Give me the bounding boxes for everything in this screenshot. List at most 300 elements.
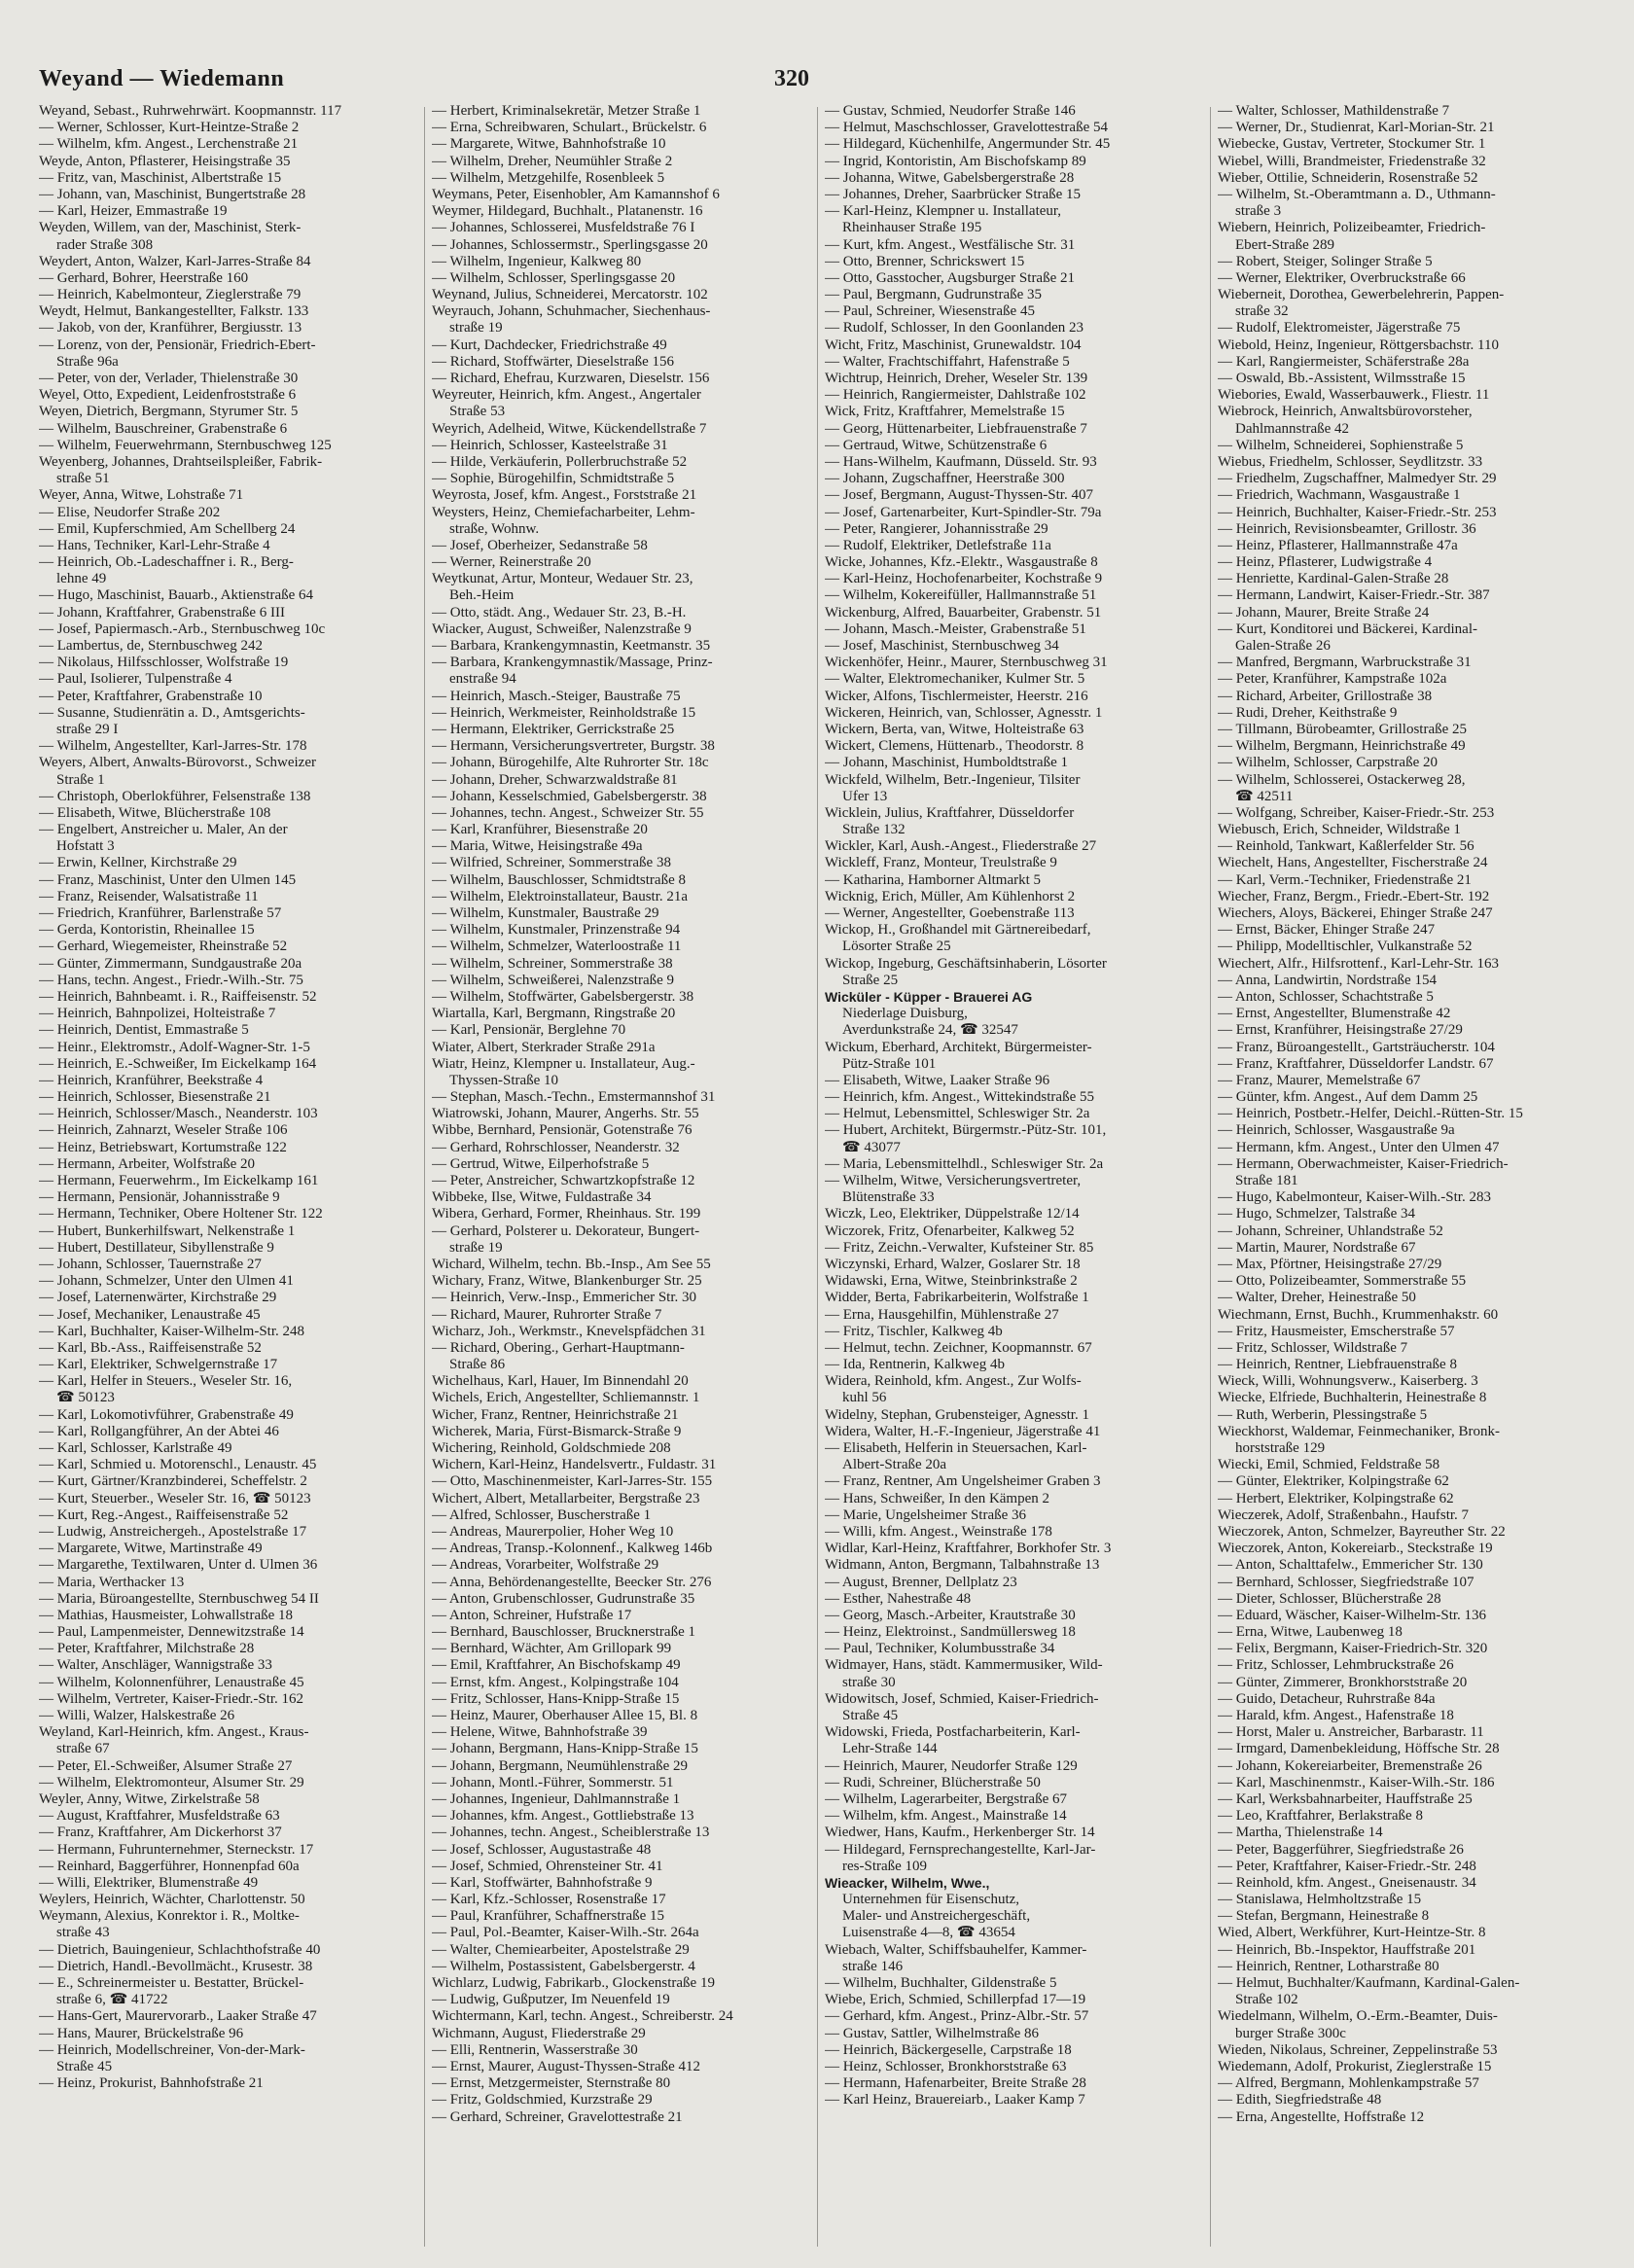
directory-entry: — Friedrich, Wachmann, Wasgaustraße 1 (1218, 487, 1461, 504)
directory-entry: — Heinrich, Bb.-Inspektor, Hauffstraße 201 (1218, 1941, 1476, 1958)
directory-entry: — Karl Heinz, Brauereiarb., Laaker Kamp 7 (825, 2092, 1085, 2109)
directory-entry: — Heinz, Maurer, Oberhauser Allee 15, Bl. 8 (432, 1708, 698, 1723)
directory-entry: — Heinrich, Werkmeister, Reinholdstraße 15 (432, 704, 696, 721)
directory-entry: Wickert, Clemens, Hüttenarb., Theodorstr. 8 (825, 738, 1084, 755)
directory-entry: — Walter, Elektromechaniker, Kulmer Str. 5 (825, 671, 1085, 688)
directory-entry: Wichtermann, Karl, techn. Angest., Schreiberstr. 24 (432, 2008, 733, 2025)
directory-entry: — Wilhelm, Kunstmaler, Prinzenstraße 94 (432, 922, 681, 939)
entry-continuation: straße 51 (56, 471, 110, 487)
directory-entry: Wichlarz, Ludwig, Fabrikarb., Glockenstraße 19 (432, 1975, 715, 1991)
directory-entry: — Herbert, Elektriker, Kolpingstraße 62 (1218, 1490, 1454, 1506)
directory-entry: — Josef, Bergmann, August-Thyssen-Str. 407 (825, 487, 1093, 504)
directory-entry: — Otto, Polizeibeamter, Sommerstraße 55 (1218, 1273, 1467, 1290)
directory-entry: Wiebories, Ewald, Wasserbauwerk., Fliestr. 11 (1218, 387, 1490, 404)
directory-entry: — Friedrich, Kranführer, Barlenstraße 57 (39, 905, 282, 921)
directory-entry: — Karl, Pensionär, Berglehne 70 (432, 1022, 626, 1039)
directory-entry: — Wilhelm, kfm. Angest., Lerchenstraße 21 (39, 136, 299, 153)
directory-entry: Wiacker, August, Schweißer, Nalenzstraße 9 (432, 620, 692, 637)
directory-entry: — Otto, Maschinenmeister, Karl-Jarres-Str. 155 (432, 1473, 713, 1490)
directory-entry: Wieck, Willi, Wohnungsverw., Kaiserberg. 3 (1218, 1373, 1478, 1390)
directory-entry: — Wilhelm, Elektroinstallateur, Baustr. 21a (432, 888, 689, 904)
directory-entry: — Heinrich, Bahnbeamt. i. R., Raiffeisenstr. 52 (39, 988, 317, 1005)
directory-entry: — Richard, Ehefrau, Kurzwaren, Dieselstr. 156 (432, 371, 710, 386)
directory-entry: — Josef, Papiermasch.-Arb., Sternbuschweg 10c (39, 620, 326, 637)
directory-entry: Wiebern, Heinrich, Polizeibeamter, Friedrich- (1218, 220, 1486, 236)
directory-entry: — Heinz, Pflasterer, Hallmannstraße 47a (1218, 537, 1458, 553)
entry-continuation: kuhl 56 (842, 1390, 887, 1406)
directory-entry: Weyers, Albert, Anwalts-Bürovorst., Schweizer (39, 755, 316, 771)
directory-entry: Wichmann, August, Fliederstraße 29 (432, 2025, 646, 2041)
directory-entry: — Heinrich, Buchhalter, Kaiser-Friedr.-Str. 253 (1218, 504, 1497, 520)
directory-entry: — Johannes, Schlosserei, Musfeldstraße 76 I (432, 220, 695, 236)
directory-entry: — Helmut, Buchhalter/Kaufmann, Kardinal-Galen- (1218, 1975, 1520, 1991)
directory-entry: — Max, Pförtner, Heisingstraße 27/29 (1218, 1256, 1442, 1272)
directory-entry: Widelny, Stephan, Grubensteiger, Agnesstr. 1 (825, 1406, 1089, 1423)
directory-entry: — Stephan, Masch.-Techn., Emstermannshof 31 (432, 1089, 716, 1106)
directory-entry: — Karl, Werksbahnarbeiter, Hauffstraße 25 (1218, 1790, 1473, 1807)
directory-entry: Wickler, Karl, Aush.-Angest., Fliederstraße 27 (825, 838, 1097, 855)
directory-entry: — Werner, Schlosser, Kurt-Heintze-Straße 2 (39, 120, 300, 136)
directory-entry: — Wilhelm, kfm. Angest., Mainstraße 14 (825, 1808, 1067, 1825)
directory-entry: — Reinhard, Baggerführer, Honnenpfad 60a (39, 1858, 300, 1874)
directory-entry: — Heinrich, Verw.-Insp., Emmericher Str. 30 (432, 1290, 697, 1306)
directory-entry: — Franz, Büroangestellt., Gartsträucherstr. 104 (1218, 1039, 1495, 1055)
page-number: 320 (774, 66, 809, 91)
directory-entry: Wickop, Ingeburg, Geschäftsinhaberin, Lösorter (825, 955, 1107, 972)
directory-entry: — Emil, Kupferschmied, Am Schellberg 24 (39, 520, 296, 537)
directory-entry: Wiartalla, Karl, Bergmann, Ringstraße 20 (432, 1006, 676, 1022)
directory-entry: — Karl-Heinz, Klempner u. Installateur, (825, 203, 1062, 220)
directory-entry: Widowski, Frieda, Postfacharbeiterin, Karl- (825, 1724, 1081, 1741)
directory-entry: — Hans, techn. Angest., Friedr.-Wilh.-Str. 75 (39, 972, 303, 988)
column-1 (39, 103, 412, 2252)
directory-entry: — Irmgard, Damenbekleidung, Höffsche Str. 28 (1218, 1741, 1500, 1757)
directory-entry: — Paul, Kranführer, Schaffnerstraße 15 (432, 1908, 665, 1925)
entry-continuation: Luisenstraße 4—8, ☎ 43654 (842, 1925, 1015, 1941)
directory-entry: — Johann, Kokereiarbeiter, Bremenstraße 26 (1218, 1757, 1482, 1774)
directory-entry: — Richard, Maurer, Ruhrorter Straße 7 (432, 1306, 662, 1323)
entry-continuation: Straße 181 (1235, 1173, 1298, 1188)
directory-entry: — Hans, Techniker, Karl-Lehr-Straße 4 (39, 537, 270, 553)
directory-entry: Wichering, Reinhold, Goldschmiede 208 (432, 1440, 671, 1456)
directory-entry: — Wilhelm, Ingenieur, Kalkweg 80 (432, 253, 642, 269)
directory-entry: — Karl, Bb.-Ass., Raiffeisenstraße 52 (39, 1339, 262, 1356)
directory-entry: — Anna, Behördenangestellte, Beecker Str. 276 (432, 1574, 712, 1590)
entry-continuation: straße 32 (1235, 303, 1289, 320)
directory-entry: — Kurt, Steuerber., Weseler Str. 16, ☎ 50123 (39, 1490, 311, 1506)
directory-entry: — Heinrich, Zahnarzt, Weseler Straße 106 (39, 1122, 288, 1139)
directory-entry: — Gerda, Kontoristin, Rheinallee 15 (39, 922, 255, 939)
directory-entry: — Elisabeth, Witwe, Laaker Straße 96 (825, 1072, 1050, 1088)
directory-entry: — Franz, Reisender, Walsatistraße 11 (39, 888, 259, 904)
directory-entry: Wiedwer, Hans, Kaufm., Herkenberger Str. 14 (825, 1825, 1095, 1841)
directory-entry: — Susanne, Studienrätin a. D., Amtsgerichts- (39, 704, 305, 721)
directory-entry: Wicklein, Julius, Kraftfahrer, Düsseldorfer (825, 804, 1075, 821)
directory-entry: — Johann, Bürogehilfe, Alte Ruhrorter Str. 18c (432, 755, 709, 771)
directory-entry: — Kurt, Konditorei und Bäckerei, Kardinal- (1218, 620, 1478, 637)
directory-entry: Weyel, Otto, Expedient, Leidenfroststraße 6 (39, 387, 297, 404)
directory-entry: — Günter, Elektriker, Kolpingstraße 62 (1218, 1473, 1449, 1490)
directory-entry: — Gerhard, Schreiner, Gravelottestraße 21 (432, 2109, 683, 2125)
directory-entry: Wick, Fritz, Kraftfahrer, Memelstraße 15 (825, 404, 1065, 420)
directory-entry: — Harald, kfm. Angest., Hafenstraße 18 (1218, 1708, 1454, 1723)
entry-continuation: lehne 49 (56, 571, 107, 587)
directory-entry: Weydt, Helmut, Bankangestellter, Falkstr. 133 (39, 303, 309, 320)
entry-continuation: Straße 45 (842, 1708, 899, 1723)
directory-entry: — Christoph, Oberlokführer, Felsenstraße 138 (39, 788, 311, 804)
directory-entry: — Ludwig, Anstreichergeh., Apostelstraße 17 (39, 1523, 307, 1540)
directory-entry: Wichtrup, Heinrich, Dreher, Weseler Str. 139 (825, 371, 1088, 386)
directory-entry: Wickop, H., Großhandel mit Gärtnereibedarf, (825, 922, 1091, 939)
directory-entry: — Peter, Baggerführer, Siegfriedstraße 26 (1218, 1841, 1464, 1858)
entry-continuation: Beh.-Heim (449, 587, 515, 604)
directory-entry: Weyrosta, Josef, kfm. Angest., Forststraße 21 (432, 487, 697, 504)
directory-entry: — Walter, Schlosser, Mathildenstraße 7 (1218, 103, 1450, 119)
directory-entry: Weyenberg, Johannes, Drahtseilspleißer, Fabrik- (39, 453, 323, 470)
directory-entry: — Wilhelm, Lagerarbeiter, Bergstraße 67 (825, 1790, 1067, 1807)
directory-entry: — Johann, Masch.-Meister, Grabenstraße 51 (825, 620, 1086, 637)
directory-entry: — Johannes, kfm. Angest., Gottliebstraße 13 (432, 1808, 694, 1825)
directory-entry: — Rudi, Dreher, Keithstraße 9 (1218, 704, 1398, 721)
entry-continuation: straße 29 I (56, 721, 119, 737)
directory-entry: — Werner, Angestellter, Goebenstraße 113 (825, 905, 1075, 921)
directory-entry: — Karl, Kfz.-Schlosser, Rosenstraße 17 (432, 1892, 666, 1908)
directory-entry: — Nikolaus, Hilfsschlosser, Wolfstraße 19 (39, 655, 289, 671)
directory-entry: Wickleff, Franz, Monteur, Treulstraße 9 (825, 855, 1057, 871)
directory-entry: — Gerhard, Bohrer, Heerstraße 160 (39, 269, 249, 286)
entry-continuation: straße 43 (56, 1925, 110, 1941)
directory-entry: Wiecke, Elfriede, Buchhalterin, Heinestraße 8 (1218, 1390, 1487, 1406)
directory-entry: — Engelbert, Anstreicher u. Maler, An der (39, 822, 288, 838)
directory-entry: Wieber, Ottilie, Schneiderin, Rosenstraße 52 (1218, 169, 1478, 186)
directory-entry: — Karl, Lokomotivführer, Grabenstraße 49 (39, 1406, 294, 1423)
directory-entry: — Alfred, Schlosser, Buscherstraße 1 (432, 1506, 652, 1523)
directory-entry: — Martha, Thielenstraße 14 (1218, 1825, 1383, 1841)
entry-continuation: enstraße 94 (449, 671, 516, 688)
entry-continuation: straße 3 (1235, 203, 1282, 220)
directory-entry: Widmayer, Hans, städt. Kammermusiker, Wild- (825, 1657, 1103, 1674)
directory-entry: Wiebel, Willi, Brandmeister, Friedenstraße 32 (1218, 153, 1486, 169)
directory-entry: — Johann, Kraftfahrer, Grabenstraße 6 III (39, 604, 286, 620)
directory-columns (39, 103, 1605, 2252)
entry-continuation: Straße 86 (449, 1357, 506, 1373)
directory-entry: — Ernst, kfm. Angest., Kolpingstraße 104 (432, 1674, 679, 1690)
directory-entry: — Heinrich, Rentner, Lotharstraße 80 (1218, 1958, 1439, 1974)
entry-continuation: Rheinhauser Straße 195 (842, 220, 982, 236)
directory-entry: — Heinrich, Masch.-Steiger, Baustraße 75 (432, 688, 681, 704)
directory-entry: Weymans, Peter, Eisenhobler, Am Kamannshof 6 (432, 186, 720, 202)
directory-entry: — Bernhard, Bauschlosser, Brucknerstraße 1 (432, 1624, 695, 1641)
directory-entry: — Wilhelm, Angestellter, Karl-Jarres-Str. 178 (39, 738, 307, 755)
entry-continuation: burger Straße 300c (1235, 2025, 1346, 2041)
directory-entry: — Wilhelm, Postassistent, Gabelsbergerstr. 4 (432, 1958, 695, 1974)
page-header (39, 66, 1605, 99)
directory-entry: — Heinrich, Rentner, Liebfrauenstraße 8 (1218, 1357, 1457, 1373)
directory-entry: — Fritz, Hausmeister, Emscherstraße 57 (1218, 1323, 1455, 1339)
directory-entry: — Werner, Elektriker, Overbruckstraße 66 (1218, 269, 1466, 286)
entry-continuation: Averdunkstraße 24, ☎ 32547 (842, 1022, 1018, 1039)
directory-entry: — Wilhelm, Schlosser, Sperlingsgasse 20 (432, 269, 676, 286)
directory-entry: — Gustav, Sattler, Wilhelmstraße 86 (825, 2025, 1040, 2041)
directory-entry: Weydert, Anton, Walzer, Karl-Jarres-Straße 84 (39, 253, 311, 269)
entry-continuation: straße 6, ☎ 41722 (56, 1992, 168, 2008)
directory-entry: Wiebe, Erich, Schmied, Schillerpfad 17—19 (825, 1992, 1086, 2008)
directory-entry: Wiecki, Emil, Schmied, Feldstraße 58 (1218, 1457, 1440, 1473)
directory-entry: — Kurt, kfm. Angest., Westfälische Str. 31 (825, 236, 1076, 253)
directory-entry: — Hilde, Verkäuferin, Pollerbruchstraße 52 (432, 453, 688, 470)
directory-entry: — Helmut, Maschschlosser, Gravelottestraße 54 (825, 120, 1108, 136)
directory-entry: — Hermann, Versicherungsvertreter, Burgstr. 38 (432, 738, 715, 755)
directory-entry: — Heinrich, Schlosser, Kasteelstraße 31 (432, 437, 668, 453)
directory-entry: — Johann, Schlosser, Tauernstraße 27 (39, 1256, 262, 1272)
directory-entry: — Heinrich, Rangiermeister, Dahlstraße 102 (825, 387, 1086, 404)
directory-entry: — Wilhelm, Schlosserei, Ostackerweg 28, (1218, 771, 1466, 788)
directory-entry: — Kurt, Dachdecker, Friedrichstraße 49 (432, 337, 667, 353)
directory-entry: — Edith, Siegfriedstraße 48 (1218, 2092, 1382, 2109)
directory-entry: Wicke, Johannes, Kfz.-Elektr., Wasgaustraße 8 (825, 554, 1098, 571)
directory-entry: — Fritz, van, Maschinist, Albertstraße 15 (39, 169, 282, 186)
directory-entry: — Tillmann, Bürobeamter, Grillostraße 25 (1218, 721, 1468, 737)
directory-entry: — Ernst, Angestellter, Blumenstraße 42 (1218, 1006, 1451, 1022)
directory-entry: — Ernst, Kranführer, Heisingstraße 27/29 (1218, 1022, 1463, 1039)
directory-entry: Wieczerek, Adolf, Straßenbahn., Haufstr. 7 (1218, 1506, 1470, 1523)
directory-entry: Wiczorek, Fritz, Ofenarbeiter, Kalkweg 52 (825, 1223, 1075, 1239)
directory-entry: — Heinrich, Bahnpolizei, Holteistraße 7 (39, 1006, 276, 1022)
directory-entry: — Fritz, Schlosser, Hans-Knipp-Straße 15 (432, 1690, 680, 1707)
directory-entry: — Heinrich, Modellschreiner, Von-der-Mark- (39, 2041, 305, 2058)
directory-entry: Wicherek, Maria, Fürst-Bismarck-Straße 9 (432, 1423, 682, 1439)
directory-entry: — Emil, Kraftfahrer, An Bischofskamp 49 (432, 1657, 681, 1674)
directory-entry: — Anna, Landwirtin, Nordstraße 154 (1218, 972, 1437, 988)
directory-entry: Wicher, Franz, Rentner, Heinrichstraße 21 (432, 1406, 679, 1423)
directory-entry: — Katharina, Hamborner Altmarkt 5 (825, 871, 1042, 888)
directory-entry: Weymann, Alexius, Konrektor i. R., Moltke- (39, 1908, 300, 1925)
directory-entry: Wiedemann, Adolf, Prokurist, Zieglerstraße 15 (1218, 2058, 1492, 2074)
directory-entry: Wiebach, Walter, Schiffsbauhelfer, Kammer- (825, 1941, 1087, 1958)
directory-entry: — Stefan, Bergmann, Heinestraße 8 (1218, 1908, 1430, 1925)
directory-entry: — Friedhelm, Zugschaffner, Malmedyer Str. 29 (1218, 471, 1497, 487)
directory-entry: — Martin, Maurer, Nordstraße 67 (1218, 1239, 1416, 1256)
directory-entry: — Franz, Kraftfahrer, Am Dickerhorst 37 (39, 1825, 282, 1841)
directory-entry: — Guido, Detacheur, Ruhrstraße 84a (1218, 1690, 1436, 1707)
entry-continuation: Unternehmen für Eisenschutz, (842, 1892, 1020, 1908)
directory-entry: — Gerhard, Wiegemeister, Rheinstraße 52 (39, 939, 288, 955)
directory-entry: Wicküler - Küpper - Brauerei AG (825, 988, 1033, 1005)
directory-entry: — Maria, Lebensmittelhdl., Schleswiger Str. 2a (825, 1155, 1104, 1172)
directory-entry: Wichern, Karl-Heinz, Handelsvertr., Fuldastr. 31 (432, 1457, 717, 1473)
directory-entry: Wiczynski, Erhard, Walzer, Goslarer Str. 18 (825, 1256, 1081, 1272)
directory-entry: — Johann, Kesselschmied, Gabelsbergerstr. 38 (432, 788, 707, 804)
directory-entry: — Robert, Steiger, Solinger Straße 5 (1218, 253, 1433, 269)
directory-entry: — Anton, Schreiner, Hufstraße 17 (432, 1607, 632, 1623)
directory-entry: Wiczk, Leo, Elektriker, Düppelstraße 12/14 (825, 1206, 1080, 1223)
directory-entry: — Heinrich, E.-Schweißer, Im Eickelkamp 164 (39, 1055, 317, 1072)
directory-entry: — Paul, Schreiner, Wiesenstraße 45 (825, 303, 1035, 320)
directory-entry: — Dieter, Schlosser, Blücherstraße 28 (1218, 1590, 1441, 1607)
directory-entry: — Hildegard, Fernsprechangestellte, Karl-Jar- (825, 1841, 1096, 1858)
directory-entry: — Helmut, Lebensmittel, Schleswiger Str. 2a (825, 1106, 1090, 1122)
directory-entry: — Wilhelm, Schlosser, Carpstraße 20 (1218, 755, 1438, 771)
directory-entry: — Johann, Maschinist, Humboldtstraße 1 (825, 755, 1068, 771)
directory-entry: — Bernhard, Schlosser, Siegfriedstraße 107 (1218, 1574, 1474, 1590)
directory-entry: — Dietrich, Bauingenieur, Schlachthofstraße 40 (39, 1941, 321, 1958)
directory-entry: — Fritz, Schlosser, Lehmbruckstraße 26 (1218, 1657, 1454, 1674)
directory-entry: — Hugo, Schmelzer, Talstraße 34 (1218, 1206, 1416, 1223)
directory-entry: — Josef, Oberheizer, Sedanstraße 58 (432, 537, 648, 553)
directory-entry: — Otto, städt. Ang., Wedauer Str. 23, B.-H. (432, 604, 687, 620)
directory-entry: Wiebold, Heinz, Ingenieur, Röttgersbachstr. 110 (1218, 337, 1499, 353)
directory-entry: — Heinrich, Ob.-Ladeschaffner i. R., Berg- (39, 554, 294, 571)
directory-entry: — Wilhelm, St.-Oberamtmann a. D., Uthmann- (1218, 186, 1496, 202)
directory-entry: — Johann, Dreher, Schwarzwaldstraße 81 (432, 771, 678, 788)
directory-entry: Widlar, Karl-Heinz, Kraftfahrer, Borkhofer Str. 3 (825, 1541, 1112, 1557)
directory-entry: Wieberneit, Dorothea, Gewerbelehrerin, Pappen- (1218, 287, 1505, 303)
entry-continuation: Lösorter Straße 25 (842, 939, 951, 955)
directory-entry: — August, Brenner, Dellplatz 23 (825, 1574, 1017, 1590)
directory-entry: — Heinz, Schlosser, Bronkhorststraße 63 (825, 2058, 1067, 2074)
directory-entry: Weyden, Willem, van der, Maschinist, Sterk- (39, 220, 302, 236)
directory-entry: — Johannes, Schlossermstr., Sperlingsgasse 20 (432, 236, 708, 253)
directory-entry: — Wilhelm, Witwe, Versicherungsvertreter, (825, 1173, 1082, 1188)
directory-entry: — Heinz, Elektroinst., Sandmüllersweg 18 (825, 1624, 1076, 1641)
directory-entry: Wiechelt, Hans, Angestellter, Fischerstraße 24 (1218, 855, 1488, 871)
directory-entry: — Hans-Wilhelm, Kaufmann, Düsseld. Str. 93 (825, 453, 1097, 470)
directory-entry: Wibbeke, Ilse, Witwe, Fuldastraße 34 (432, 1189, 652, 1206)
directory-entry: Wieckhorst, Waldemar, Feinmechaniker, Bronk- (1218, 1423, 1500, 1439)
entry-continuation: ☎ 43077 (842, 1139, 901, 1155)
directory-entry: — Peter, Kraftfahrer, Kaiser-Friedr.-Str. 248 (1218, 1858, 1476, 1874)
directory-entry: — Wilhelm, Bergmann, Heinrichstraße 49 (1218, 738, 1466, 755)
directory-entry: Wiatr, Heinz, Klempner u. Installateur, Aug.- (432, 1055, 695, 1072)
entry-continuation: Thyssen-Straße 10 (449, 1072, 559, 1088)
directory-entry: — Karl, Kranführer, Biesenstraße 20 (432, 822, 648, 838)
entry-continuation: straße 19 (449, 320, 503, 337)
directory-entry: — Paul, Bergmann, Gudrunstraße 35 (825, 287, 1043, 303)
entry-continuation: ☎ 50123 (56, 1390, 115, 1406)
entry-continuation: Galen-Straße 26 (1235, 638, 1331, 654)
directory-entry: — Heinrich, kfm. Angest., Wittekindstraße 55 (825, 1089, 1094, 1106)
directory-entry: Wiechert, Alfr., Hilfsrottenf., Karl-Lehr-Str. 163 (1218, 955, 1500, 972)
entry-continuation: Straße 102 (1235, 1992, 1298, 2008)
entry-continuation: Straße 96a (56, 353, 119, 370)
directory-entry: — Peter, Rangierer, Johannisstraße 29 (825, 520, 1048, 537)
directory-entry: — Werner, Dr., Studienrat, Karl-Morian-Str. 21 (1218, 120, 1495, 136)
directory-entry: Weytkunat, Artur, Monteur, Wedauer Str. 23, (432, 571, 693, 587)
directory-entry: — Johann, Schmelzer, Unter den Ulmen 41 (39, 1273, 294, 1290)
directory-entry: — Kurt, Gärtner/Kranzbinderei, Scheffelstr. 2 (39, 1473, 307, 1490)
directory-entry: — Rudi, Schreiner, Blücherstraße 50 (825, 1774, 1041, 1790)
directory-entry: — Heinr., Elektromstr., Adolf-Wagner-Str. 1-5 (39, 1039, 310, 1055)
directory-entry: — Karl, Verm.-Techniker, Friedenstraße 21 (1218, 871, 1472, 888)
directory-entry: — Elisabeth, Witwe, Blücherstraße 108 (39, 804, 271, 821)
directory-entry: — Wilhelm, Schmelzer, Waterloostraße 11 (432, 939, 682, 955)
directory-entry: — Willi, kfm. Angest., Weinstraße 178 (825, 1523, 1052, 1540)
directory-entry: Wichary, Franz, Witwe, Blankenburger Str. 25 (432, 1273, 702, 1290)
directory-entry: — Lorenz, von der, Pensionär, Friedrich-Ebert- (39, 337, 316, 353)
directory-entry: — Josef, Laternenwärter, Kirchstraße 29 (39, 1290, 277, 1306)
directory-entry: — Wilhelm, Schweißerei, Nalenzstraße 9 (432, 972, 675, 988)
directory-entry: Wicharz, Joh., Werkmstr., Knevelspfädchen 31 (432, 1323, 706, 1339)
directory-entry: — Manfred, Bergmann, Warbruckstraße 31 (1218, 655, 1472, 671)
directory-entry: — Fritz, Zeichn.-Verwalter, Kufsteiner Str. 85 (825, 1239, 1094, 1256)
directory-entry: Wiatrowski, Johann, Maurer, Angerhs. Str. 55 (432, 1106, 699, 1122)
entry-continuation: Niederlage Duisburg, (842, 1006, 968, 1022)
directory-entry: Weyand, Sebast., Ruhrwehrwärt. Koopmannstr. 117 (39, 103, 342, 119)
directory-entry: Wichels, Erich, Angestellter, Schliemannstr. 1 (432, 1390, 700, 1406)
directory-entry: Wiedelmann, Wilhelm, O.-Erm.-Beamter, Duis- (1218, 2008, 1498, 2025)
directory-entry: — Gertrud, Witwe, Eilperhofstraße 5 (432, 1155, 650, 1172)
directory-entry: Widowitsch, Josef, Schmied, Kaiser-Friedrich- (825, 1690, 1099, 1707)
directory-entry: — Paul, Lampenmeister, Dennewitzstraße 14 (39, 1624, 304, 1641)
directory-entry: — Gerhard, Polsterer u. Dekorateur, Bungert- (432, 1223, 700, 1239)
directory-entry: Weyland, Karl-Heinrich, kfm. Angest., Kraus- (39, 1724, 309, 1741)
directory-entry: — Werner, Reinerstraße 20 (432, 554, 591, 571)
directory-entry: — Johannes, techn. Angest., Scheiblerstraße 13 (432, 1825, 710, 1841)
directory-entry: — Gerhard, Rohrschlosser, Neanderstr. 32 (432, 1139, 680, 1155)
directory-entry: — Hermann, Oberwachmeister, Kaiser-Friedrich- (1218, 1155, 1509, 1172)
directory-entry: Wickenhöfer, Heinr., Maurer, Sternbuschweg 31 (825, 655, 1108, 671)
directory-entry: Widder, Berta, Fabrikarbeiterin, Wolfstraße 1 (825, 1290, 1089, 1306)
directory-entry: — Hermann, Techniker, Obere Holtener Str. 122 (39, 1206, 323, 1223)
directory-entry: — Ruth, Werberin, Plessingstraße 5 (1218, 1406, 1428, 1423)
directory-entry: — Hermann, Arbeiter, Wolfstraße 20 (39, 1155, 256, 1172)
directory-entry: — Franz, Maurer, Memelstraße 67 (1218, 1072, 1421, 1088)
directory-entry: — Heinz, Pflasterer, Ludwigstraße 4 (1218, 554, 1433, 571)
directory-entry: — Lambertus, de, Sternbuschweg 242 (39, 638, 263, 654)
directory-entry: — Reinhold, Tankwart, Kaßlerfelder Str. 56 (1218, 838, 1474, 855)
directory-entry: — Peter, El.-Schweißer, Alsumer Straße 27 (39, 1757, 293, 1774)
directory-entry: Wichard, Wilhelm, techn. Bb.-Insp., Am See 55 (432, 1256, 711, 1272)
directory-entry: — Peter, Kranführer, Kampstraße 102a (1218, 671, 1447, 688)
directory-entry: — Johann, Bergmann, Neumühlenstraße 29 (432, 1757, 689, 1774)
directory-entry: Wieacker, Wilhelm, Wwe., (825, 1874, 990, 1891)
directory-entry: — Heinrich, Dentist, Emmastraße 5 (39, 1022, 249, 1039)
directory-entry: — Marie, Ungelsheimer Straße 36 (825, 1506, 1027, 1523)
directory-entry: — Wilhelm, Kokereifüller, Hallmannstraße 51 (825, 587, 1097, 604)
directory-entry: Weyrich, Adelheid, Witwe, Kückendellstraße 7 (432, 420, 707, 437)
directory-entry: — Josef, Mechaniker, Lenaustraße 45 (39, 1306, 261, 1323)
directory-entry: Weylers, Heinrich, Wächter, Charlottenstr. 50 (39, 1892, 305, 1908)
entry-continuation: Albert-Straße 20a (842, 1457, 947, 1473)
directory-entry: — Barbara, Krankengymnastik/Massage, Prinz- (432, 655, 713, 671)
directory-entry: — Hubert, Architekt, Bürgermstr.-Pütz-Str. 101, (825, 1122, 1107, 1139)
directory-entry: — Leo, Kraftfahrer, Berlakstraße 8 (1218, 1808, 1423, 1825)
directory-entry: — Heinrich, Maurer, Neudorfer Straße 129 (825, 1757, 1078, 1774)
directory-entry: Wichert, Albert, Metallarbeiter, Bergstraße 23 (432, 1490, 700, 1506)
directory-entry: — Karl, Heizer, Emmastraße 19 (39, 203, 228, 220)
directory-entry: — Johanna, Witwe, Gabelsbergerstraße 28 (825, 169, 1075, 186)
entry-continuation: straße 19 (449, 1239, 503, 1256)
directory-entry: — Anton, Grubenschlosser, Gudrunstraße 35 (432, 1590, 695, 1607)
directory-entry: — Erna, Hausgehilfin, Mühlenstraße 27 (825, 1306, 1059, 1323)
directory-entry: — Ingrid, Kontoristin, Am Bischofskamp 89 (825, 153, 1086, 169)
directory-entry: — Heinrich, Revisionsbeamter, Grillostr. 36 (1218, 520, 1476, 537)
directory-entry: — Heinrich, Kabelmonteur, Zieglerstraße 79 (39, 287, 302, 303)
directory-entry: — Karl, Buchhalter, Kaiser-Wilhelm-Str. 248 (39, 1323, 305, 1339)
directory-entry: Wickern, Berta, van, Witwe, Holteistraße 63 (825, 721, 1084, 737)
directory-entry: Wibbe, Bernhard, Pensionär, Gotenstraße 76 (432, 1122, 693, 1139)
directory-entry: Wickfeld, Wilhelm, Betr.-Ingenieur, Tilsiter (825, 771, 1081, 788)
entry-continuation: Straße 132 (842, 822, 906, 838)
directory-entry: — Karl, Elektriker, Schwelgernstraße 17 (39, 1357, 278, 1373)
column-4 (1218, 103, 1591, 2252)
directory-entry: — Anton, Schalttafelw., Emmericher Str. 130 (1218, 1557, 1483, 1574)
directory-entry: — Rudolf, Schlosser, In den Goonlanden 23 (825, 320, 1084, 337)
directory-entry: Weyler, Anny, Witwe, Zirkelstraße 58 (39, 1790, 260, 1807)
directory-entry: — Ludwig, Gußputzer, Im Neuenfeld 19 (432, 1992, 670, 2008)
directory-entry: — Heinrich, Schlosser, Biesenstraße 21 (39, 1089, 271, 1106)
directory-entry: — Erwin, Kellner, Kirchstraße 29 (39, 855, 237, 871)
